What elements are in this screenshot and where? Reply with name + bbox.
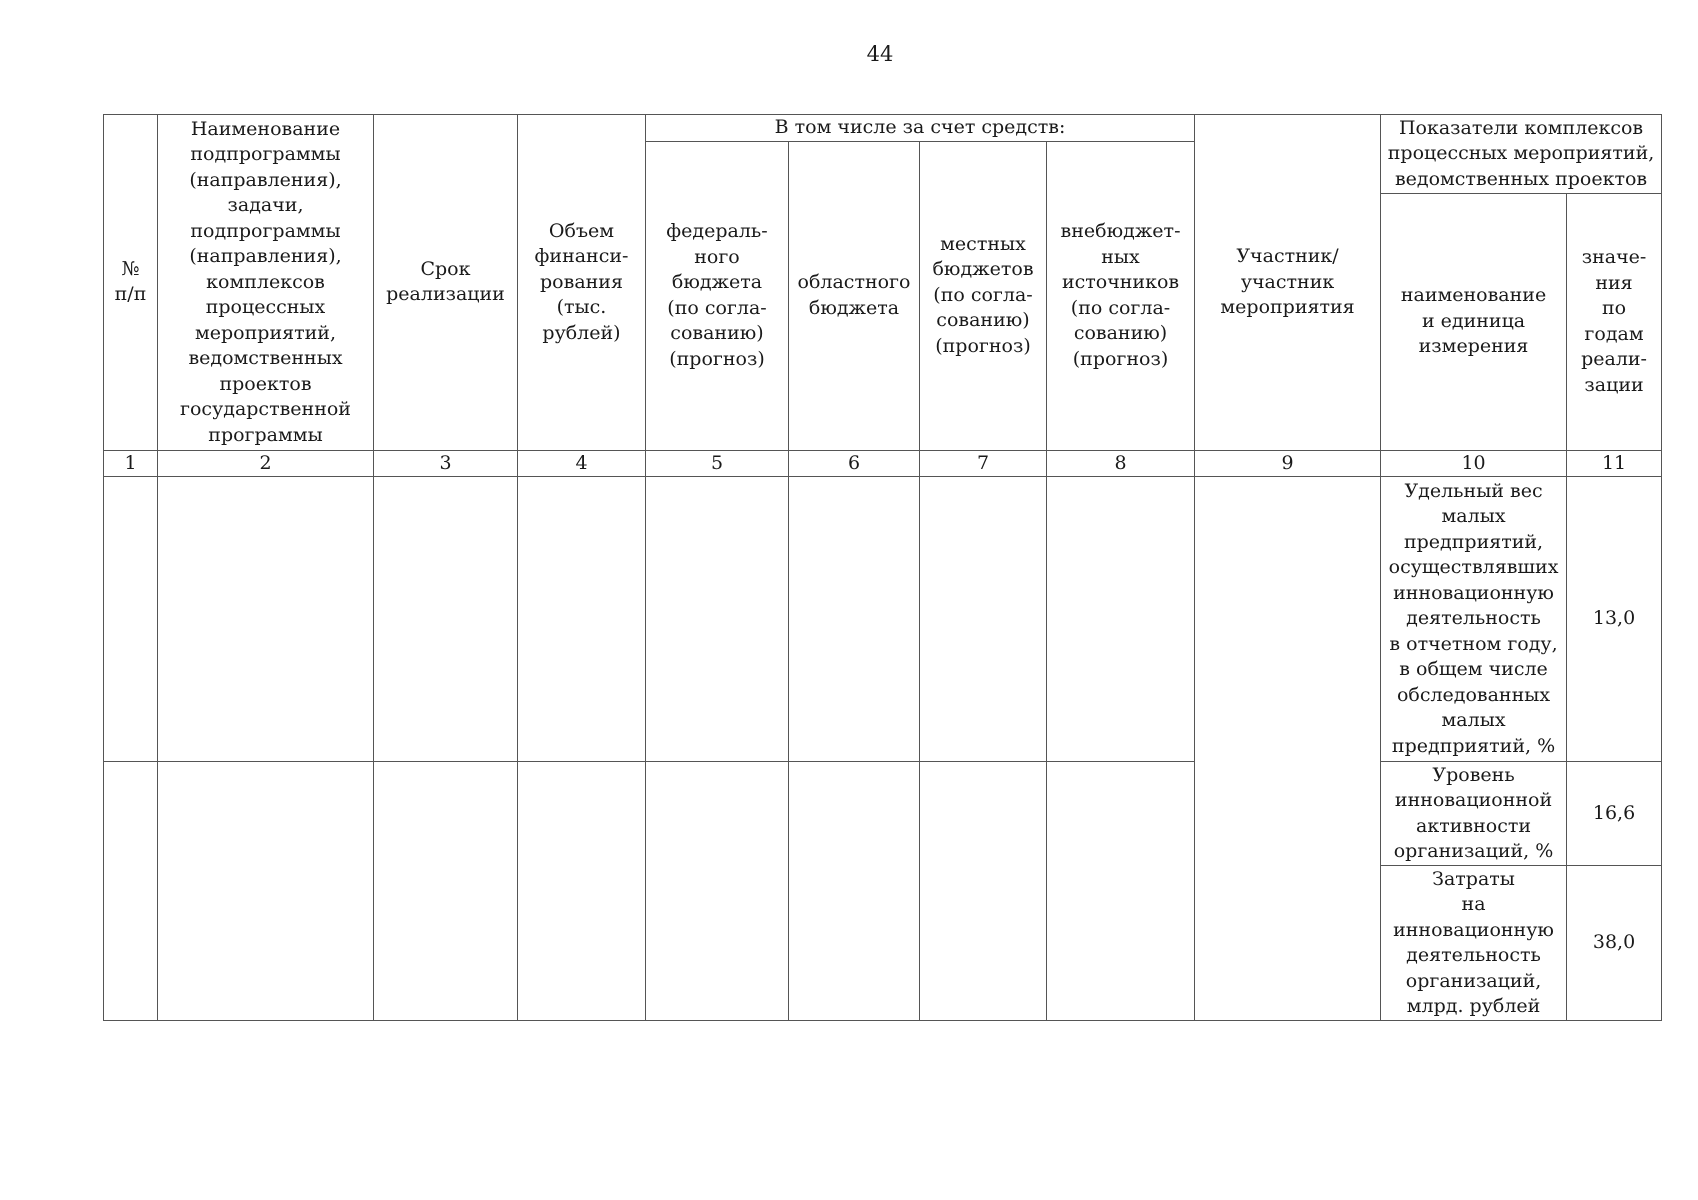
header-sources-group: В том числе за счет средств:	[646, 115, 1195, 142]
indicator-value: 13,0	[1567, 477, 1662, 762]
program-table	[103, 114, 1662, 1021]
empty-cell	[1047, 477, 1195, 762]
empty-cell	[789, 762, 920, 1021]
column-number: 8	[1047, 450, 1195, 477]
column-number: 3	[374, 450, 518, 477]
empty-cell	[518, 762, 646, 1021]
column-number: 11	[1567, 450, 1662, 477]
header-term: Срок реализации	[374, 115, 518, 451]
empty-cell	[158, 477, 374, 762]
header-no: № п/п	[104, 115, 158, 451]
empty-cell	[920, 762, 1047, 1021]
column-number: 7	[920, 450, 1047, 477]
header-participant: Участник/ участник мероприятия	[1195, 115, 1381, 451]
column-number: 6	[789, 450, 920, 477]
column-number: 4	[518, 450, 646, 477]
participant-cell	[1195, 477, 1381, 1021]
empty-cell	[104, 762, 158, 1021]
header-federal: федераль- ного бюджета (по согла- сованию) (прогноз)	[646, 141, 789, 450]
column-number: 1	[104, 450, 158, 477]
empty-cell	[104, 477, 158, 762]
header-regional: областного бюджета	[789, 141, 920, 450]
indicator-name: Затраты на инновационную деятельность организаций, млрд. рублей	[1381, 866, 1567, 1021]
header-indicators-group: Показатели комплексов процессных мероприятий, ведомственных проектов	[1381, 115, 1662, 194]
indicator-name: Удельный вес малых предприятий, осуществлявших инновационную деятельность в отчетном году, в общем числе обследованных малых предприятий, %	[1381, 477, 1567, 762]
header-volume: Объем финанси- рования (тыс. рублей)	[518, 115, 646, 451]
header-indicator-values: значе- ния по годам реали- зации	[1567, 193, 1662, 450]
empty-cell	[158, 762, 374, 1021]
column-number: 10	[1381, 450, 1567, 477]
empty-cell	[374, 762, 518, 1021]
header-local: местных бюджетов (по согла- сованию) (прогноз)	[920, 141, 1047, 450]
empty-cell	[646, 762, 789, 1021]
column-number: 9	[1195, 450, 1381, 477]
empty-cell	[646, 477, 789, 762]
empty-cell	[374, 477, 518, 762]
header-name: Наименование подпрограммы (направления), задачи, подпрограммы (направления), комплексов процессных мероприятий, ведомственных проектов государственной программы	[158, 115, 374, 451]
header-extra: внебюджет- ных источников (по согла- сованию) (прогноз)	[1047, 141, 1195, 450]
column-number: 2	[158, 450, 374, 477]
indicator-value: 38,0	[1567, 866, 1662, 1021]
header-indicator-name: наименование и единица измерения	[1381, 193, 1567, 450]
empty-cell	[920, 477, 1047, 762]
page-number: 44	[866, 42, 894, 66]
column-number: 5	[646, 450, 789, 477]
empty-cell	[789, 477, 920, 762]
indicator-value: 16,6	[1567, 762, 1662, 866]
empty-cell	[518, 477, 646, 762]
indicator-name: Уровень инновационной активности организаций, %	[1381, 762, 1567, 866]
empty-cell	[1047, 762, 1195, 1021]
